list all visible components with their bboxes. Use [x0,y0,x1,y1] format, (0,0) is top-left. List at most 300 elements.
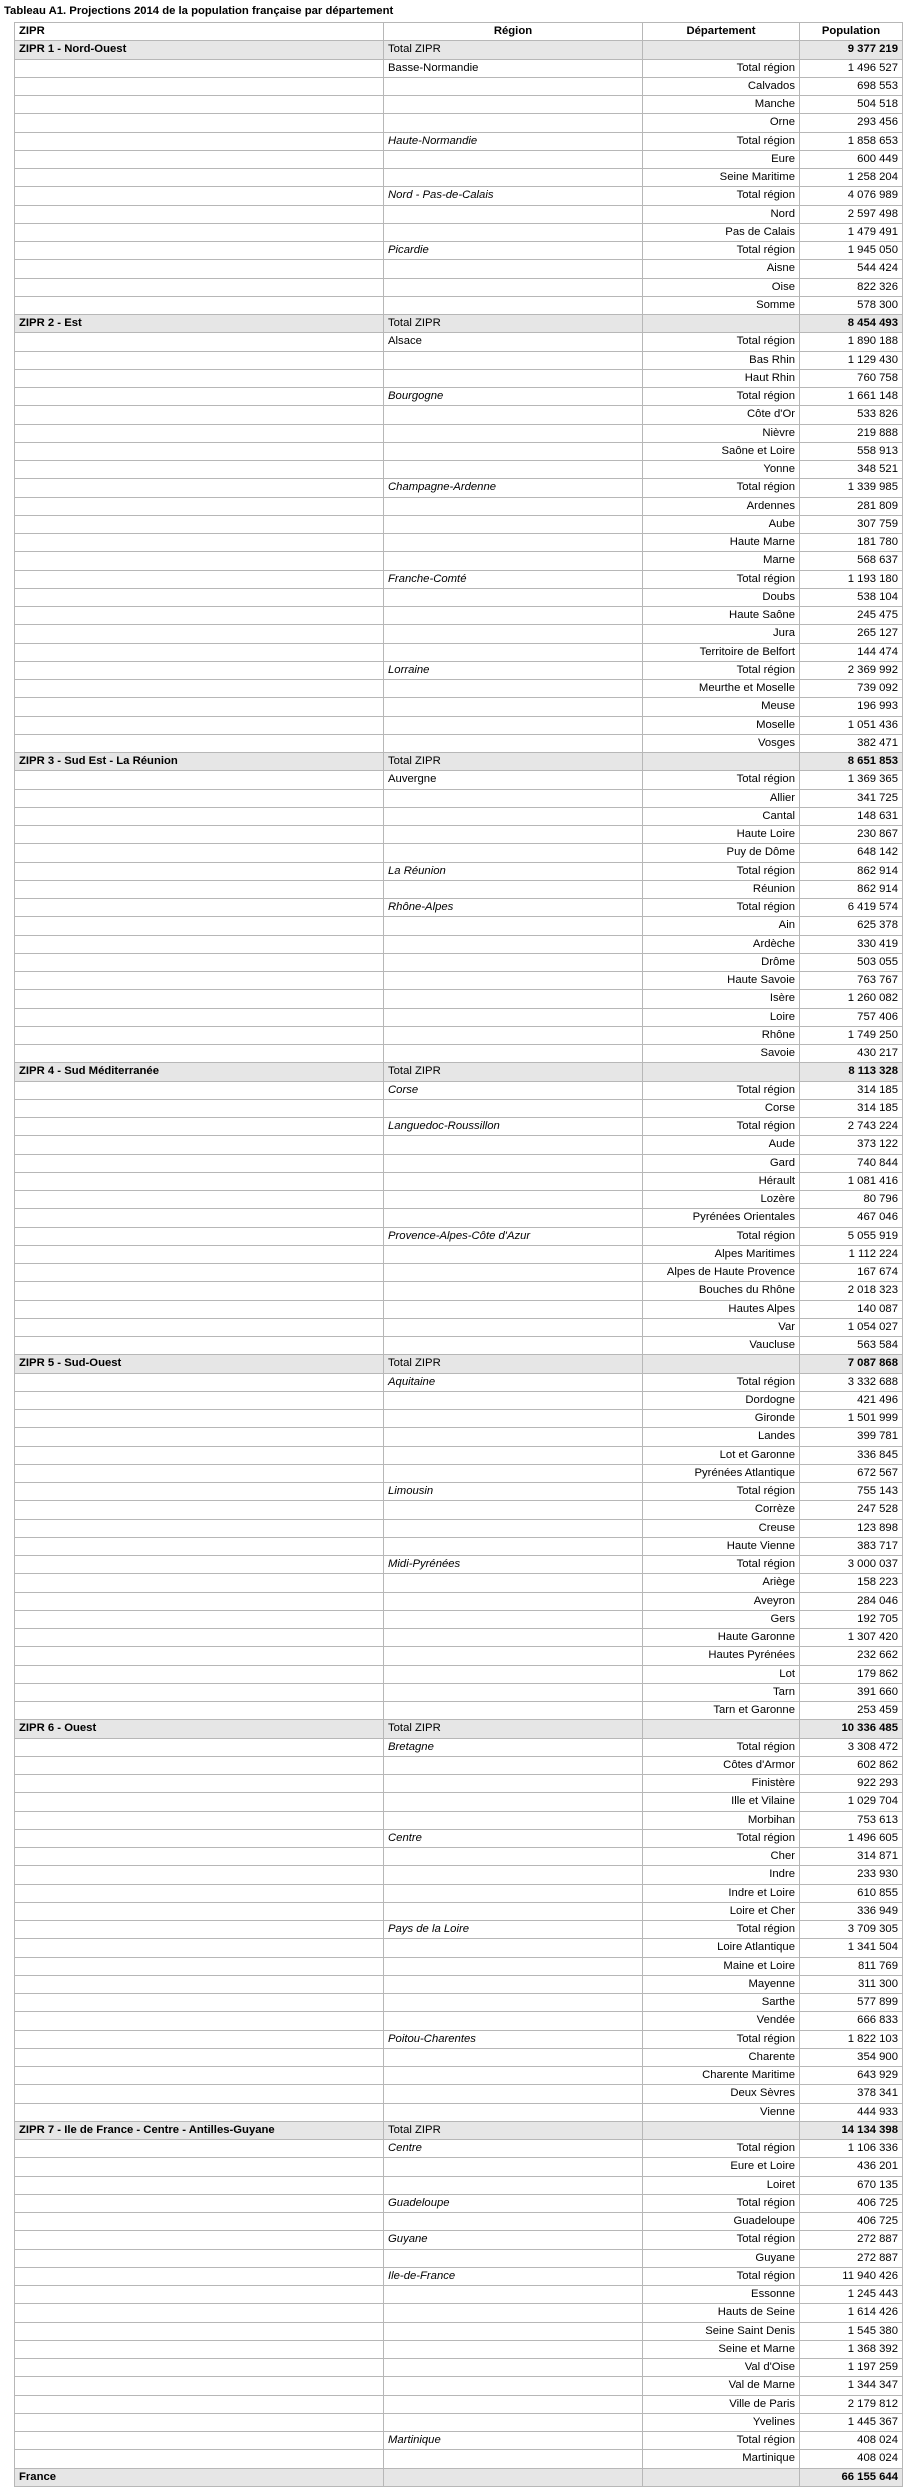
region-cell [384,826,643,844]
region-cell [384,2249,643,2267]
departement-cell: Landes [643,1428,800,1446]
population-cell: 602 862 [800,1756,903,1774]
zipr-cell [15,917,384,935]
zipr-cell [15,661,384,679]
departement-row [15,2359,903,2377]
population-cell: 167 674 [800,1264,903,1282]
region-cell [384,880,643,898]
header-population: Population [800,23,903,41]
departement-cell: Puy de Dôme [643,844,800,862]
zipr-cell [15,461,384,479]
zipr-cell [15,1756,384,1774]
population-cell: 80 796 [800,1191,903,1209]
departement-row [15,1099,903,1117]
zipr-cell [15,242,384,260]
population-cell: 1 197 259 [800,2359,903,2377]
population-cell: 753 613 [800,1811,903,1829]
departement-row [15,96,903,114]
region-cell [384,1702,643,1720]
region-cell [384,1683,643,1701]
population-cell: 66 155 644 [800,2468,903,2486]
population-cell: 1 890 188 [800,333,903,351]
departement-cell: Total région [643,570,800,588]
zipr-total-row [15,315,903,333]
region-cell: Nord - Pas-de-Calais [384,187,643,205]
departement-cell: Vienne [643,2103,800,2121]
region-total-row [15,862,903,880]
population-cell: 232 662 [800,1647,903,1665]
departement-cell: Meurthe et Moselle [643,680,800,698]
zipr-cell [15,880,384,898]
departement-cell [643,1355,800,1373]
zipr-cell [15,1975,384,1993]
region-cell [384,2176,643,2194]
departement-row [15,680,903,698]
region-total-row [15,1829,903,1847]
region-cell [384,1282,643,1300]
zipr-cell [15,2267,384,2285]
region-cell [384,789,643,807]
zipr-cell [15,2359,384,2377]
region-cell [384,607,643,625]
region-cell: Martinique [384,2432,643,2450]
departement-row [15,1665,903,1683]
departement-row [15,351,903,369]
population-cell: 698 553 [800,77,903,95]
zipr-cell: ZIPR 2 - Est [15,315,384,333]
population-cell: 219 888 [800,424,903,442]
departement-cell: Réunion [643,880,800,898]
population-table [14,22,903,2487]
zipr-cell [15,1099,384,1117]
region-cell [384,698,643,716]
departement-cell: Total région [643,479,800,497]
region-cell [384,1391,643,1409]
zipr-cell [15,1191,384,1209]
zipr-cell [15,643,384,661]
zipr-cell [15,2030,384,2048]
region-cell [384,2304,643,2322]
region-cell [384,2395,643,2413]
region-cell: Rhône-Alpes [384,899,643,917]
zipr-cell: ZIPR 7 - Ile de France - Centre - Antilles-Guyane [15,2121,384,2139]
population-cell: 670 135 [800,2176,903,2194]
region-total-row [15,661,903,679]
population-cell: 1 245 443 [800,2286,903,2304]
zipr-cell [15,625,384,643]
departement-row [15,552,903,570]
region-total-row [15,479,903,497]
departement-row [15,1008,903,1026]
population-cell: 578 300 [800,296,903,314]
zipr-cell [15,1045,384,1063]
population-cell: 1 545 380 [800,2322,903,2340]
zipr-cell [15,2176,384,2194]
population-cell: 1 858 653 [800,132,903,150]
departement-row [15,953,903,971]
departement-row [15,1136,903,1154]
departement-cell: Eure et Loire [643,2158,800,2176]
departement-cell: Seine Maritime [643,169,800,187]
zipr-cell [15,899,384,917]
departement-row [15,1793,903,1811]
departement-cell: Corse [643,1099,800,1117]
table-caption [0,0,905,22]
zipr-cell [15,114,384,132]
region-cell [384,534,643,552]
departement-row [15,1848,903,1866]
population-cell: 7 087 868 [800,1355,903,1373]
region-cell [384,1245,643,1263]
region-cell: Bourgogne [384,388,643,406]
region-total-row [15,187,903,205]
population-cell: 1 945 050 [800,242,903,260]
region-cell: Total ZIPR [384,1720,643,1738]
region-cell [384,1574,643,1592]
population-cell: 307 759 [800,515,903,533]
region-cell [384,1811,643,1829]
region-cell [384,643,643,661]
population-cell: 503 055 [800,953,903,971]
departement-cell: Aube [643,515,800,533]
departement-row [15,1610,903,1628]
region-cell [384,1154,643,1172]
departement-cell: Saône et Loire [643,442,800,460]
zipr-cell [15,1702,384,1720]
population-cell: 399 781 [800,1428,903,1446]
zipr-cell [15,1464,384,1482]
zipr-cell [15,260,384,278]
zipr-cell [15,351,384,369]
population-cell: 504 518 [800,96,903,114]
population-cell: 247 528 [800,1501,903,1519]
departement-cell: Cantal [643,807,800,825]
population-cell: 1 051 436 [800,716,903,734]
departement-cell: Haut Rhin [643,369,800,387]
region-cell [384,2048,643,2066]
region-cell [384,1446,643,1464]
departement-row [15,2048,903,2066]
region-cell [384,114,643,132]
departement-cell: Total région [643,2267,800,2285]
region-cell [384,1008,643,1026]
departement-cell: Haute Garonne [643,1629,800,1647]
departement-row [15,844,903,862]
departement-cell: Total région [643,2030,800,2048]
departement-row [15,1775,903,1793]
departement-cell: Isère [643,990,800,1008]
departement-cell: Haute Marne [643,534,800,552]
population-cell: 610 855 [800,1884,903,1902]
region-cell [384,1848,643,1866]
region-cell [384,1026,643,1044]
departement-cell: Loire Atlantique [643,1939,800,1957]
population-cell: 1 341 504 [800,1939,903,1957]
departement-cell: Total région [643,862,800,880]
region-cell: Pays de la Loire [384,1921,643,1939]
population-cell: 2 018 323 [800,1282,903,1300]
region-cell: Total ZIPR [384,2121,643,2139]
region-total-row [15,1483,903,1501]
population-cell: 538 104 [800,588,903,606]
region-cell [384,461,643,479]
population-cell: 265 127 [800,625,903,643]
region-cell: Bretagne [384,1738,643,1756]
region-cell [384,1902,643,1920]
departement-row [15,2377,903,2395]
region-cell [384,406,643,424]
zipr-cell [15,2231,384,2249]
region-cell [384,734,643,752]
zipr-cell [15,771,384,789]
region-total-row [15,2231,903,2249]
departement-row [15,1446,903,1464]
zipr-cell [15,935,384,953]
population-cell: 533 826 [800,406,903,424]
departement-cell: Indre et Loire [643,1884,800,1902]
departement-row [15,369,903,387]
departement-cell: Hauts de Seine [643,2304,800,2322]
departement-cell: Loire et Cher [643,1902,800,1920]
zipr-cell [15,2213,384,2231]
region-total-row [15,1921,903,1939]
population-cell: 1 369 365 [800,771,903,789]
zipr-cell [15,2067,384,2085]
region-total-row [15,333,903,351]
region-cell [384,2450,643,2468]
population-cell: 144 474 [800,643,903,661]
departement-cell: Loire [643,1008,800,1026]
departement-cell: Var [643,1318,800,1336]
region-cell [384,625,643,643]
population-cell: 1 368 392 [800,2340,903,2358]
header-region: Région [384,23,643,41]
departement-row [15,1209,903,1227]
zipr-cell [15,1994,384,2012]
population-cell: 739 092 [800,680,903,698]
region-cell: Guyane [384,2231,643,2249]
departement-cell: Martinique [643,2450,800,2468]
zipr-cell [15,2286,384,2304]
region-cell [384,1884,643,1902]
region-cell [384,96,643,114]
region-cell [384,1793,643,1811]
zipr-cell [15,2012,384,2030]
departement-cell: Val d'Oise [643,2359,800,2377]
departement-cell: Seine et Marne [643,2340,800,2358]
departement-cell: Charente Maritime [643,2067,800,2085]
departement-cell: Indre [643,1866,800,1884]
departement-cell: Guadeloupe [643,2213,800,2231]
region-total-row [15,132,903,150]
region-cell [384,1300,643,1318]
departement-row [15,1191,903,1209]
departement-cell: Haute Saône [643,607,800,625]
population-cell: 181 780 [800,534,903,552]
departement-cell: Total région [643,1081,800,1099]
population-cell: 158 223 [800,1574,903,1592]
departement-cell [643,315,800,333]
zipr-cell [15,296,384,314]
population-cell: 1 614 426 [800,2304,903,2322]
population-cell: 391 660 [800,1683,903,1701]
population-cell: 233 930 [800,1866,903,1884]
population-cell: 281 809 [800,497,903,515]
population-cell: 1 445 367 [800,2413,903,2431]
zipr-cell: ZIPR 1 - Nord-Ouest [15,41,384,59]
region-cell [384,2085,643,2103]
region-cell [384,844,643,862]
zipr-cell [15,1391,384,1409]
zipr-cell [15,1957,384,1975]
zipr-cell [15,2450,384,2468]
population-cell: 148 631 [800,807,903,825]
population-cell: 348 521 [800,461,903,479]
zipr-cell: ZIPR 4 - Sud Méditerranée [15,1063,384,1081]
zipr-cell [15,2395,384,2413]
departement-cell: Total région [643,1829,800,1847]
population-cell: 1 822 103 [800,2030,903,2048]
population-cell: 1 479 491 [800,223,903,241]
departement-row [15,2085,903,2103]
departement-row [15,1574,903,1592]
zipr-cell [15,1136,384,1154]
population-cell: 253 459 [800,1702,903,1720]
population-cell: 3 308 472 [800,1738,903,1756]
region-cell [384,935,643,953]
population-cell: 284 046 [800,1592,903,1610]
region-cell [384,2103,643,2121]
departement-cell: Oise [643,278,800,296]
region-cell: Basse-Normandie [384,59,643,77]
departement-row [15,990,903,1008]
zipr-cell [15,953,384,971]
departement-cell: Corrèze [643,1501,800,1519]
departement-row [15,1519,903,1537]
departement-cell: Territoire de Belfort [643,643,800,661]
departement-cell: Pas de Calais [643,223,800,241]
departement-row [15,150,903,168]
departement-cell: Hautes Alpes [643,1300,800,1318]
region-cell [384,77,643,95]
departement-row [15,1756,903,1774]
region-cell [384,1756,643,1774]
departement-row [15,1410,903,1428]
region-cell [384,2012,643,2030]
departement-row [15,1154,903,1172]
zipr-cell [15,1902,384,1920]
region-cell: Franche-Comté [384,570,643,588]
population-cell: 1 054 027 [800,1318,903,1336]
population-cell: 293 456 [800,114,903,132]
zipr-cell [15,479,384,497]
departement-cell: Creuse [643,1519,800,1537]
departement-cell: Deux Sèvres [643,2085,800,2103]
zipr-total-row [15,1355,903,1373]
population-cell: 378 341 [800,2085,903,2103]
departement-cell: Loiret [643,2176,800,2194]
zipr-cell [15,2085,384,2103]
region-cell [384,2359,643,2377]
departement-cell: Gers [643,1610,800,1628]
departement-cell: Maine et Loire [643,1957,800,1975]
departement-cell [643,41,800,59]
region-cell [384,1410,643,1428]
zipr-total-row [15,2121,903,2139]
departement-row [15,205,903,223]
zipr-cell [15,716,384,734]
zipr-cell [15,223,384,241]
zipr-cell [15,607,384,625]
region-total-row [15,2432,903,2450]
region-cell [384,1775,643,1793]
zipr-cell [15,132,384,150]
departement-row [15,1172,903,1190]
zipr-cell [15,2103,384,2121]
region-cell [384,1501,643,1519]
zipr-cell [15,369,384,387]
departement-row [15,461,903,479]
departement-row [15,807,903,825]
zipr-cell: ZIPR 3 - Sud Est - La Réunion [15,753,384,771]
departement-row [15,1501,903,1519]
departement-row [15,442,903,460]
region-cell: Total ZIPR [384,1355,643,1373]
header-departement: Département [643,23,800,41]
departement-row [15,77,903,95]
region-total-row [15,242,903,260]
caption-label: Tableau A1. [4,5,67,17]
zipr-cell [15,789,384,807]
departement-cell: Vendée [643,2012,800,2030]
population-cell: 3 332 688 [800,1373,903,1391]
zipr-cell [15,1501,384,1519]
region-cell: Total ZIPR [384,753,643,771]
departement-cell: Alpes de Haute Provence [643,1264,800,1282]
departement-row [15,1464,903,1482]
departement-cell: Total région [643,771,800,789]
population-cell: 760 758 [800,369,903,387]
population-cell: 9 377 219 [800,41,903,59]
population-cell: 179 862 [800,1665,903,1683]
departement-row [15,2322,903,2340]
region-cell: Haute-Normandie [384,132,643,150]
departement-row [15,1957,903,1975]
population-cell: 1 258 204 [800,169,903,187]
departement-cell: Vaucluse [643,1337,800,1355]
region-cell: Total ZIPR [384,1063,643,1081]
population-cell: 1 339 985 [800,479,903,497]
region-cell: Lorraine [384,661,643,679]
region-cell [384,497,643,515]
region-cell [384,1665,643,1683]
region-cell [384,1610,643,1628]
zipr-cell [15,2249,384,2267]
zipr-cell [15,1373,384,1391]
departement-row [15,1702,903,1720]
region-total-row [15,1373,903,1391]
population-cell: 1 081 416 [800,1172,903,1190]
zipr-cell [15,1172,384,1190]
region-cell [384,2340,643,2358]
region-cell [384,424,643,442]
zipr-cell [15,1282,384,1300]
departement-row [15,1282,903,1300]
departement-cell: Finistère [643,1775,800,1793]
region-cell [384,223,643,241]
departement-row [15,1994,903,2012]
zipr-cell [15,1337,384,1355]
